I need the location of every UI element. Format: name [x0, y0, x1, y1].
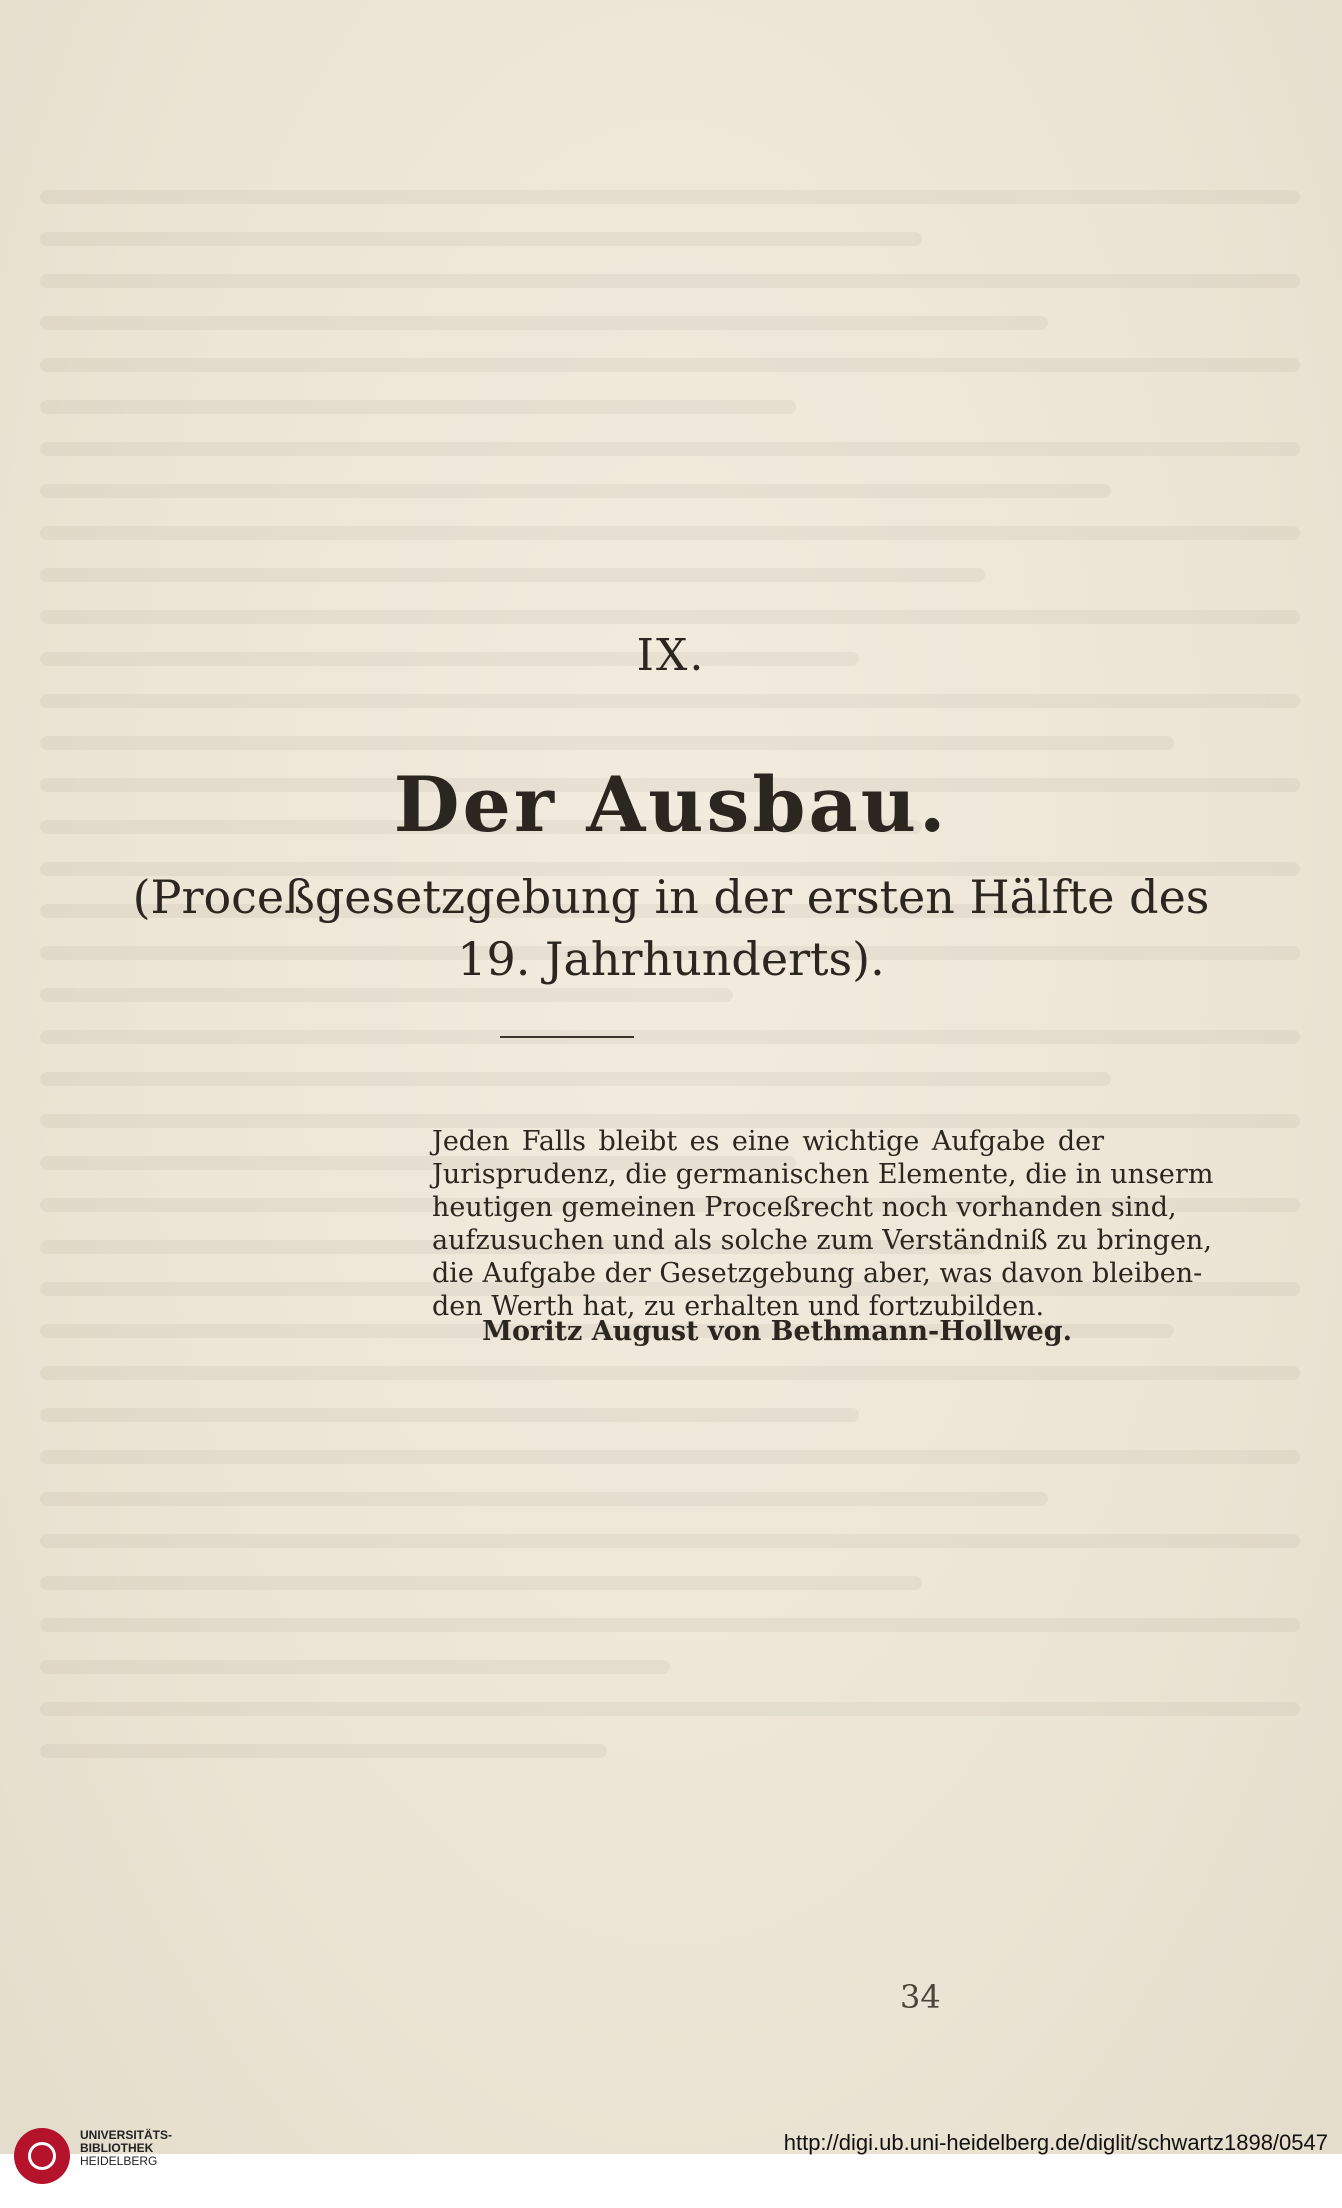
source-url-link[interactable]: http://digi.ub.uni-heidelberg.de/diglit/schwartz1898/0547: [783, 2130, 1328, 2155]
bleed-through-text: [40, 190, 1300, 2010]
footer-bar: [0, 2154, 1342, 2208]
epigraph-attribution: Moritz August von Bethmann-Hollweg.: [482, 1316, 1072, 1347]
section-divider: [500, 1036, 634, 1038]
logo-line-1: UNIVERSITÄTS-: [80, 2128, 173, 2142]
epigraph-line: den Werth hat, zu erhalten und fortzubilden.: [432, 1291, 1045, 1322]
chapter-number: IX.: [636, 630, 706, 681]
epigraph-line: die Aufgabe der Gesetzgebung aber, was davon bleiben-: [432, 1258, 1203, 1289]
epigraph-line: Jeden Falls bleibt es eine wichtige Aufgabe der: [432, 1126, 1104, 1157]
epigraph-line: Jurisprudenz, die germanischen Elemente, die in unserm: [432, 1159, 1214, 1190]
subtitle-line-2: 19. Jahrhunderts).: [457, 932, 885, 986]
page-number: 34: [900, 1978, 941, 2016]
epigraph-line: aufzusuchen und als solche zum Verständniß zu bringen,: [432, 1225, 1212, 1256]
university-seal-icon: [14, 2128, 70, 2184]
chapter-subtitle: [0, 866, 1342, 990]
chapter-title: Der Ausbau.: [393, 760, 949, 849]
subtitle-line-1: (Proceßgesetzgebung in der ersten Hälfte des: [132, 870, 1210, 924]
epigraph-quote: [432, 1125, 1214, 1323]
epigraph-line: heutigen gemeinen Proceßrecht noch vorhanden sind,: [432, 1192, 1177, 1223]
logo-line-2: BIBLIOTHEK: [80, 2141, 154, 2155]
library-logo-text: [80, 2129, 172, 2168]
logo-line-3: HEIDELBERG: [80, 2154, 158, 2168]
